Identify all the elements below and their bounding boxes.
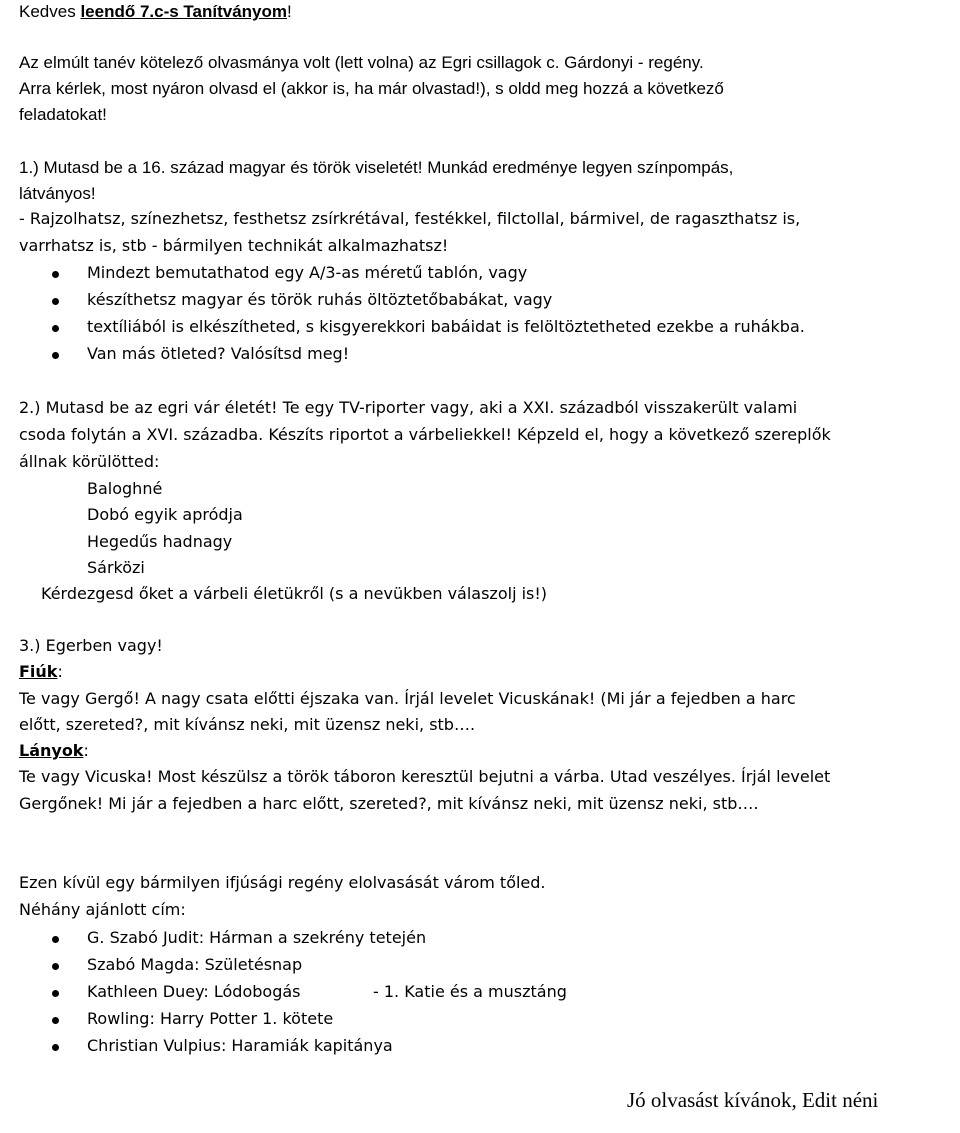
task2-line-1: 2.) Mutasd be az egri vár életét! Te egy TV-riporter vagy, aki a XXI. századból visszakerült valami bbox=[19, 398, 798, 417]
extra-line-1: Ezen kívül egy bármilyen ifjúsági regény elolvasását várom tőled. bbox=[19, 873, 546, 892]
task1-line-1: 1.) Mutasd be a 16. század magyar és török viseletét! Munkád eredménye legyen színpompás, bbox=[19, 158, 734, 177]
list-item: Rowling: Harry Potter 1. kötete bbox=[87, 1009, 334, 1028]
list-item: G. Szabó Judit: Hárman a szekrény tetején bbox=[87, 928, 427, 947]
bullet-icon bbox=[52, 963, 59, 970]
intro-line-3: feladatokat! bbox=[19, 105, 107, 124]
list-item: készíthetsz magyar és török ruhás öltöztetőbabákat, vagy bbox=[87, 290, 553, 309]
bullet-icon bbox=[52, 298, 59, 305]
list-item: Mindezt bemutathatod egy A/3-as méretű tablón, vagy bbox=[87, 263, 528, 282]
list-item: Dobó egyik apródja bbox=[87, 505, 243, 524]
greeting bbox=[19, 3, 292, 20]
bullet-icon bbox=[52, 352, 59, 359]
girls-line-1: Te vagy Vicuska! Most készülsz a török táboron keresztül bejutni a várba. Utad veszélyes. Írjál levelet bbox=[19, 767, 831, 786]
boys-colon: : bbox=[57, 662, 63, 681]
bullet-icon bbox=[52, 325, 59, 332]
girls-line-2: Gergőnek! Mi jár a fejedben a harc előtt, szereted?, mit kívánsz neki, mit üzensz neki, stb…. bbox=[19, 794, 759, 813]
girls-heading bbox=[19, 743, 89, 759]
greeting-prefix: Kedves bbox=[19, 2, 81, 21]
bullet-icon bbox=[52, 1017, 59, 1024]
list-item: Sárközi bbox=[87, 558, 145, 577]
signature: Jó olvasást kívánok, Edit néni bbox=[627, 1088, 879, 1112]
bullet-icon bbox=[52, 936, 59, 943]
list-item: Kathleen Duey: Lódobogás bbox=[87, 982, 301, 1001]
bullet-icon bbox=[52, 990, 59, 997]
greeting-suffix: ! bbox=[287, 2, 292, 21]
boys-heading bbox=[19, 664, 63, 680]
list-item: Van más ötleted? Valósítsd meg! bbox=[87, 344, 350, 363]
boys-line-1: Te vagy Gergő! A nagy csata előtti éjszaka van. Írjál levelet Vicuskának! (Mi jár a fejedben a harc bbox=[19, 689, 796, 708]
list-item-suffix: - 1. Katie és a musztáng bbox=[373, 982, 567, 1001]
boys-line-2: előtt, szereted?, mit kívánsz neki, mit üzensz neki, stb…. bbox=[19, 715, 476, 734]
greeting-addressee: leendő 7.c-s Tanítványom bbox=[80, 2, 288, 21]
intro-line-1: Az elmúlt tanév kötelező olvasmánya volt (lett volna) az Egri csillagok c. Gárdonyi - regény. bbox=[19, 53, 704, 72]
task3-heading: 3.) Egerben vagy! bbox=[19, 636, 163, 655]
task2-line-3: állnak körülötted: bbox=[19, 452, 160, 471]
task1-line-4: varrhatsz is, stb - bármilyen technikát alkalmazhatsz! bbox=[19, 236, 449, 255]
task1-line-3: - Rajzolhatsz, színezhetsz, festhetsz zsírkrétával, festékkel, filctollal, bármivel, de ragaszthatsz is, bbox=[19, 209, 801, 228]
girls-colon: : bbox=[83, 741, 89, 760]
task2-line-2: csoda folytán a XVI. századba. Készíts riportot a várbeliekkel! Képzeld el, hogy a következő szereplők bbox=[19, 425, 831, 444]
list-item: textíliából is elkészítheted, s kisgyerekkori babáidat is felöltöztetheted ezekbe a ruhákba. bbox=[87, 317, 805, 336]
list-item: Szabó Magda: Születésnap bbox=[87, 955, 303, 974]
intro-line-2: Arra kérlek, most nyáron olvasd el (akkor is, ha már olvastad!), s oldd meg hozzá a következő bbox=[19, 79, 724, 98]
extra-line-2: Néhány ajánlott cím: bbox=[19, 900, 186, 919]
girls-label: Lányok bbox=[19, 741, 84, 760]
bullet-icon bbox=[52, 271, 59, 278]
task1-line-2: látványos! bbox=[19, 184, 96, 203]
list-item: Baloghné bbox=[87, 479, 163, 498]
boys-label: Fiúk bbox=[19, 662, 58, 681]
bullet-icon bbox=[52, 1044, 59, 1051]
list-item: Hegedűs hadnagy bbox=[87, 532, 233, 551]
list-item: Christian Vulpius: Haramiák kapitánya bbox=[87, 1036, 393, 1055]
task2-closing: Kérdezgesd őket a várbeli életükről (s a nevükben válaszolj is!) bbox=[41, 584, 548, 603]
